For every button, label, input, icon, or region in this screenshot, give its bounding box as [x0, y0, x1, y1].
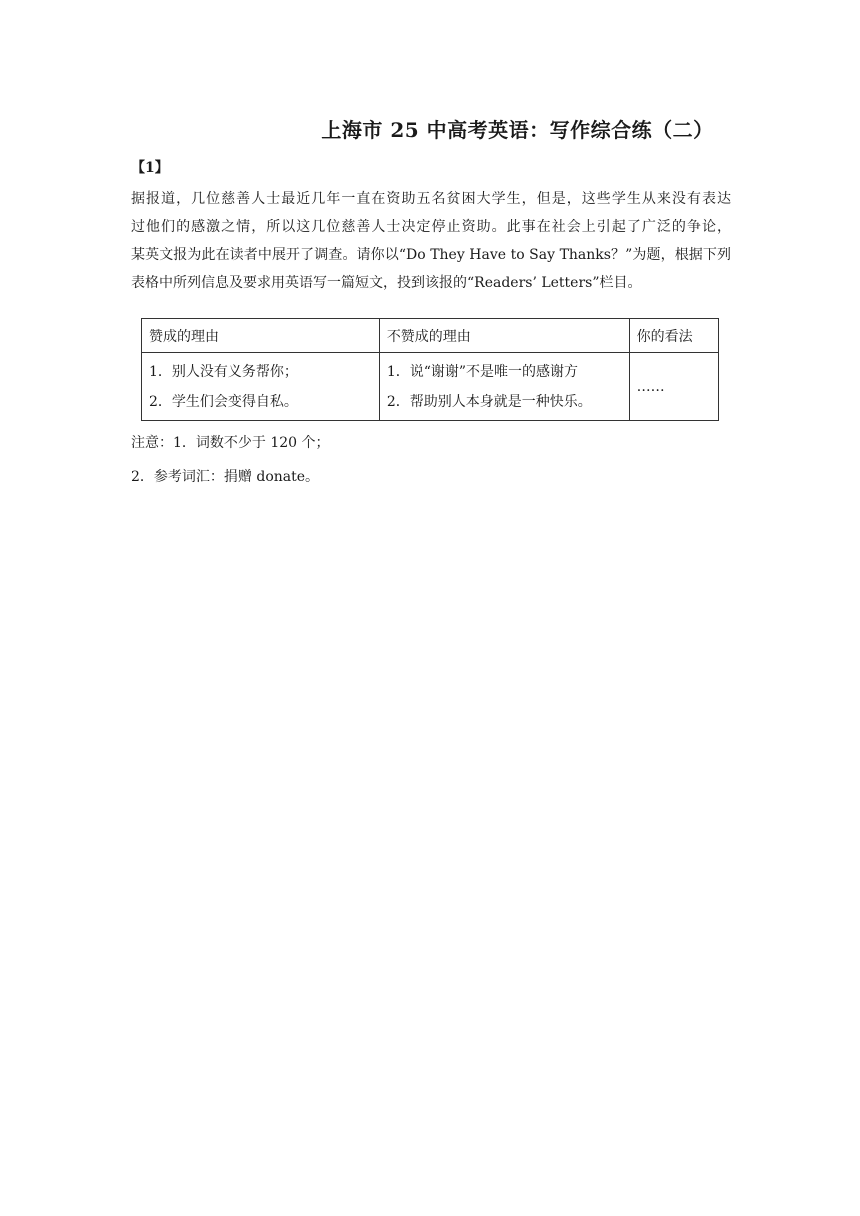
header-opinion: 你的看法	[629, 319, 718, 353]
table-header-row	[142, 319, 719, 353]
disagree-reason: 1．说“谢谢”不是唯一的感谢方	[386, 363, 579, 380]
prompt-line: 过他们的感激之情，所以这几位慈善人士决定停止资助。此事在社会上引起了广泛的争论，	[131, 219, 731, 235]
agree-reason: 1．别人没有义务帮你；	[149, 363, 298, 380]
header-disagree: 不赞成的理由	[379, 319, 629, 353]
disagree-reasons-cell	[379, 353, 629, 421]
table-row	[142, 353, 719, 421]
document-title: 上海市 25 中高考英语：写作综合练（二）	[321, 118, 714, 142]
question-number: 【1】	[131, 160, 169, 176]
opinion-table	[141, 318, 719, 421]
agree-reasons-cell	[142, 353, 380, 421]
agree-reason: 2．学生们会变得自私。	[149, 393, 298, 410]
disagree-reason: 2．帮助别人本身就是一种快乐。	[386, 393, 592, 410]
opinion-cell: ……	[629, 353, 718, 421]
prompt-line: 据报道，几位慈善人士最近几年一直在资助五名贫困大学生，但是，这些学生从来没有表达	[131, 191, 731, 207]
note-line: 注意：1．词数不少于 120 个；	[131, 435, 330, 451]
prompt-line: 表格中所列信息及要求用英语写一篇短文，投到该报的“Readers’ Letters”栏目。	[131, 275, 642, 291]
note-line: 2．参考词汇：捐赠 donate。	[131, 469, 320, 485]
notes	[131, 426, 330, 494]
prompt-paragraph	[131, 185, 731, 297]
prompt-line: 某英文报为此在读者中展开了调查。请你以“Do They Have to Say Thanks？”为题，根据下列	[131, 247, 731, 263]
header-agree: 赞成的理由	[142, 319, 380, 353]
